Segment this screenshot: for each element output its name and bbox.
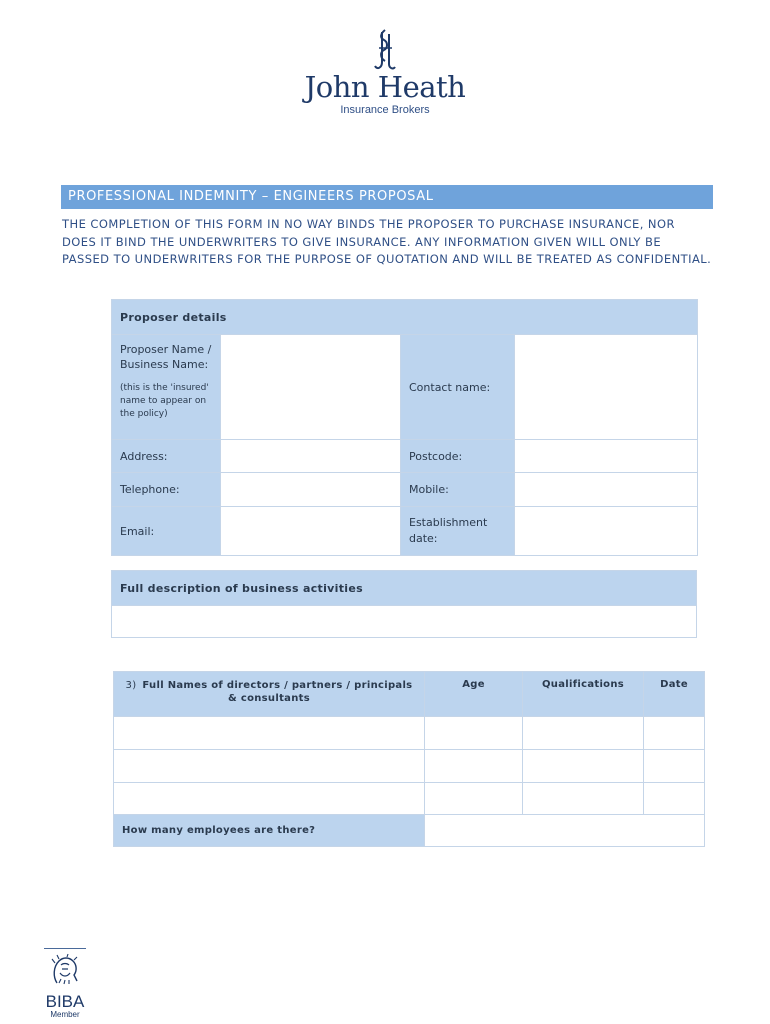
company-name: John Heath	[304, 70, 466, 104]
director-name-input[interactable]	[114, 750, 425, 783]
names-header: Full Names of directors / partners / principals & consultants	[142, 680, 413, 704]
names-header-cell	[114, 672, 425, 717]
director-age-input[interactable]	[425, 783, 523, 815]
table-row	[114, 717, 705, 750]
email-label: Email:	[112, 507, 221, 556]
address-label: Address:	[112, 440, 221, 473]
director-date-input[interactable]	[644, 750, 705, 783]
proposer-name-label: Proposer Name / Business Name:	[120, 343, 212, 371]
director-age-input[interactable]	[425, 750, 523, 783]
company-logo	[300, 28, 470, 116]
date-header: Date	[644, 672, 705, 717]
telephone-label: Telephone:	[112, 473, 221, 507]
contact-name-label: Contact name:	[401, 335, 515, 440]
director-date-input[interactable]	[644, 783, 705, 815]
lion-icon	[47, 953, 83, 987]
address-input[interactable]	[221, 440, 401, 473]
intro-notice: THE COMPLETION OF THIS FORM IN NO WAY BINDS THE PROPOSER TO PURCHASE INSURANCE, NOR DOES IT BIND THE UNDERWRITERS TO GIVE INSURANCE. ANY INFORMATION GIVEN WILL ONLY BE PASSED TO UNDERWRITERS FOR THE PURPOSE OF QUOTATION AND WILL BE TREATED AS CONFIDENTIAL.	[62, 217, 712, 266]
director-qualifications-input[interactable]	[523, 717, 644, 750]
question-number: 3)	[125, 680, 137, 691]
proposer-name-input[interactable]	[221, 335, 401, 440]
proposer-name-label-cell	[112, 335, 221, 440]
biba-divider	[44, 948, 86, 949]
table-row	[114, 783, 705, 815]
mobile-label: Mobile:	[401, 473, 515, 507]
table-row	[114, 750, 705, 783]
directors-table	[113, 671, 705, 847]
director-qualifications-input[interactable]	[523, 750, 644, 783]
telephone-input[interactable]	[221, 473, 401, 507]
director-qualifications-input[interactable]	[523, 783, 644, 815]
mobile-input[interactable]	[515, 473, 698, 507]
establishment-date-input[interactable]	[515, 507, 698, 556]
postcode-input[interactable]	[515, 440, 698, 473]
biba-name: BIBA	[45, 992, 85, 1011]
email-input[interactable]	[221, 507, 401, 556]
proposer-details-table	[111, 299, 698, 556]
qualifications-header: Qualifications	[523, 672, 644, 717]
jh-monogram-icon	[370, 28, 400, 72]
business-activities-table	[111, 570, 697, 638]
contact-name-input[interactable]	[515, 335, 698, 440]
establishment-date-label: Establishment date:	[401, 507, 515, 556]
director-date-input[interactable]	[644, 717, 705, 750]
business-activities-header: Full description of business activities	[112, 571, 697, 606]
biba-member-logo	[42, 948, 88, 1019]
employees-label: How many employees are there?	[114, 815, 425, 847]
postcode-label: Postcode:	[401, 440, 515, 473]
biba-member-text: Member	[50, 1010, 80, 1019]
employees-input[interactable]	[425, 815, 705, 847]
company-tagline: Insurance Brokers	[340, 104, 430, 116]
form-title: PROFESSIONAL INDEMNITY – ENGINEERS PROPOSAL	[61, 185, 713, 209]
director-name-input[interactable]	[114, 717, 425, 750]
director-name-input[interactable]	[114, 783, 425, 815]
proposer-name-note: (this is the 'insured' name to appear on the policy)	[120, 383, 209, 419]
business-activities-input[interactable]	[112, 606, 697, 638]
age-header: Age	[425, 672, 523, 717]
director-age-input[interactable]	[425, 717, 523, 750]
proposer-details-header: Proposer details	[112, 300, 698, 335]
